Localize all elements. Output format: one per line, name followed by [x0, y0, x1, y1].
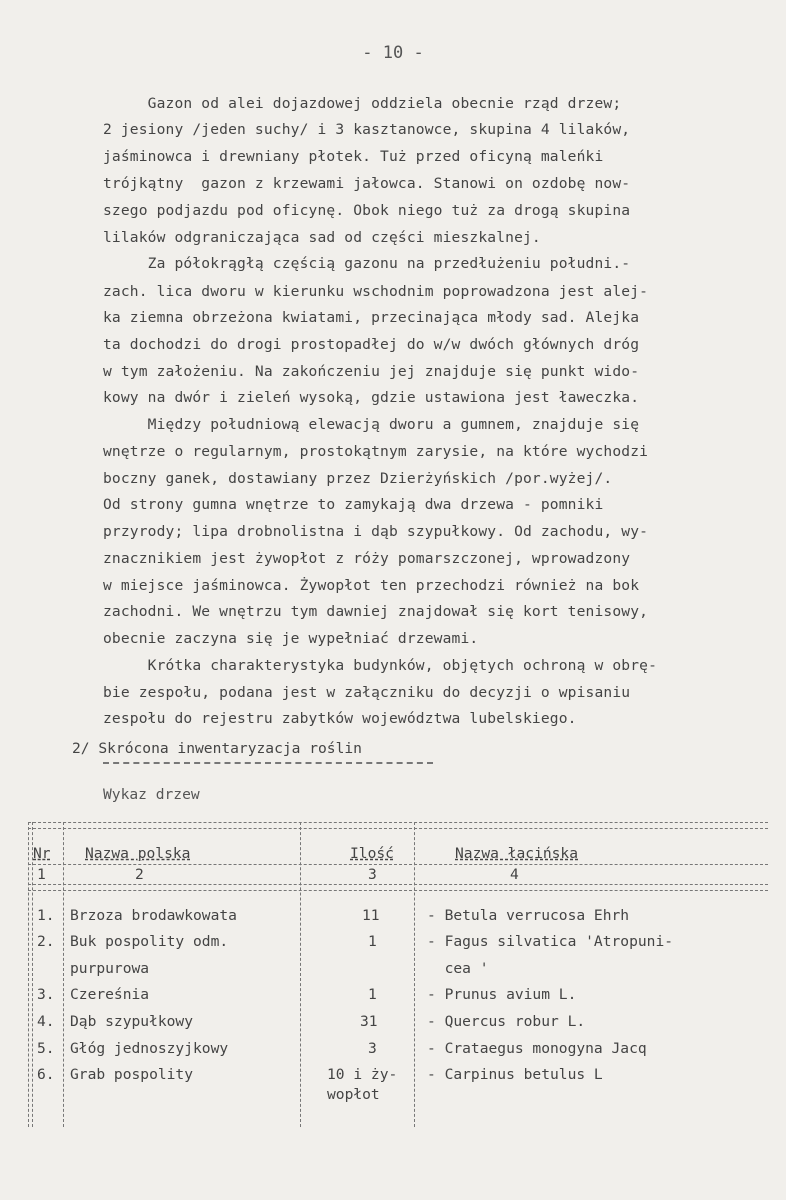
header-quantity: Ilość — [350, 845, 394, 862]
section-title: 2/ Skrócona inwentaryzacja roślin — [72, 740, 362, 757]
text-line: ta dochodzi do drogi prostopadłej do w/w dwóch głównych dróg — [103, 336, 640, 353]
text-line: Za półokrągłą częścią gazonu na przedłużeniu południ.- — [103, 255, 631, 272]
table-subheading: Wykaz drzew — [103, 786, 200, 803]
row-polish-name-cont: purpurowa — [70, 960, 150, 977]
page-number: - 10 - — [362, 43, 424, 63]
col-divider-qty — [414, 822, 415, 1127]
table-top-rule — [28, 822, 768, 829]
text-line: zachodni. We wnętrzu tym dawniej znajdował się kort tenisowy, — [103, 603, 649, 620]
row-quantity: 31 — [360, 1013, 378, 1030]
row-number: 3. — [37, 986, 55, 1003]
row-quantity: 3 — [368, 1040, 377, 1057]
text-line: ka ziemna obrzeżona kwiatami, przecinająca młody sad. Alejka — [103, 309, 640, 326]
text-line: kowy na dwór i zieleń wysoką, gdzie ustawiona jest ławeczka. — [103, 389, 640, 406]
row-polish-name: Czereśnia — [70, 986, 150, 1003]
row-latin-name: - Fagus silvatica 'Atropuni- — [427, 933, 674, 950]
row-latin-name: - Carpinus betulus L — [427, 1066, 603, 1083]
row-polish-name: Głóg jednoszyjkowy — [70, 1040, 229, 1057]
row-number: 1. — [37, 907, 55, 924]
text-line: zespołu do rejestru zabytków województwa lubelskiego. — [103, 710, 577, 727]
row-polish-name: Grab pospolity — [70, 1066, 194, 1083]
header-rule — [28, 864, 768, 865]
text-line: szego podjazdu pod oficynę. Obok niego tuż za drogą skupina — [103, 202, 631, 219]
row-quantity: 10 i ży- — [327, 1066, 398, 1083]
text-line: Między południową elewacją dworu a gumnem, znajduje się — [103, 416, 640, 433]
col-divider-pl — [300, 822, 301, 1127]
text-line: w tym założeniu. Na zakończeniu jej znajduje się punkt wido- — [103, 363, 640, 380]
row-quantity: 1 — [368, 933, 377, 950]
header-nr: Nr — [33, 845, 51, 862]
row-quantity-cont: wopłot — [327, 1086, 380, 1103]
row-latin-name: - Quercus robur L. — [427, 1013, 586, 1030]
text-line: Krótka charakterystyka budynków, objętych ochroną w obrę- — [103, 657, 658, 674]
section-underline — [103, 762, 433, 764]
text-line: trójkątny gazon z krzewami jałowca. Stanowi on ozdobę now- — [103, 175, 631, 192]
row-quantity: 11 — [362, 907, 380, 924]
text-line: obecnie zaczyna się je wypełniać drzewami. — [103, 630, 479, 647]
row-latin-name: - Prunus avium L. — [427, 986, 577, 1003]
row-latin-name: - Crataegus monogyna Jacq — [427, 1040, 647, 1057]
colnum-rule — [28, 884, 768, 891]
row-number: 2. — [37, 933, 55, 950]
row-quantity: 1 — [368, 986, 377, 1003]
row-latin-name-cont: cea ' — [427, 960, 489, 977]
text-line: lilaków odgraniczająca sad od części mieszkalnej. — [103, 229, 541, 246]
row-polish-name: Dąb szypułkowy — [70, 1013, 194, 1030]
text-line: 2 jesiony /jeden suchy/ i 3 kasztanowce, skupina 4 lilaków, — [103, 121, 631, 138]
text-line: w miejsce jaśminowca. Żywopłot ten przechodzi również na bok — [103, 577, 640, 594]
colnum-2: 2 — [135, 866, 144, 883]
text-line: zach. lica dworu w kierunku wschodnim poprowadzona jest alej- — [103, 283, 649, 300]
col-divider-nr — [63, 822, 64, 1127]
row-number: 4. — [37, 1013, 55, 1030]
row-number: 5. — [37, 1040, 55, 1057]
text-line: jaśminowca i drewniany płotek. Tuż przed oficyną maleńki — [103, 148, 604, 165]
text-line: Gazon od alei dojazdowej oddziela obecnie rząd drzew; — [103, 95, 622, 112]
text-line: Od strony gumna wnętrze to zamykają dwa drzewa - pomniki — [103, 496, 604, 513]
table-left-rule — [28, 822, 33, 1127]
colnum-4: 4 — [510, 866, 519, 883]
row-polish-name: Brzoza brodawkowata — [70, 907, 237, 924]
colnum-1: 1 — [37, 866, 46, 883]
colnum-3: 3 — [368, 866, 377, 883]
header-latin-name: Nazwa łacińska — [455, 845, 579, 862]
row-number: 6. — [37, 1066, 55, 1083]
text-line: wnętrze o regularnym, prostokątnym zarysie, na które wychodzi — [103, 443, 649, 460]
text-line: boczny ganek, dostawiany przez Dzierżyńskich /por.wyżej/. — [103, 470, 613, 487]
text-line: znacznikiem jest żywopłot z róży pomarszczonej, wprowadzony — [103, 550, 631, 567]
header-polish-name: Nazwa polska — [85, 845, 191, 862]
row-polish-name: Buk pospolity odm. — [70, 933, 229, 950]
text-line: bie zespołu, podana jest w załączniku do decyzji o wpisaniu — [103, 684, 631, 701]
row-latin-name: - Betula verrucosa Ehrh — [427, 907, 630, 924]
text-line: przyrody; lipa drobnolistna i dąb szypułkowy. Od zachodu, wy- — [103, 523, 649, 540]
